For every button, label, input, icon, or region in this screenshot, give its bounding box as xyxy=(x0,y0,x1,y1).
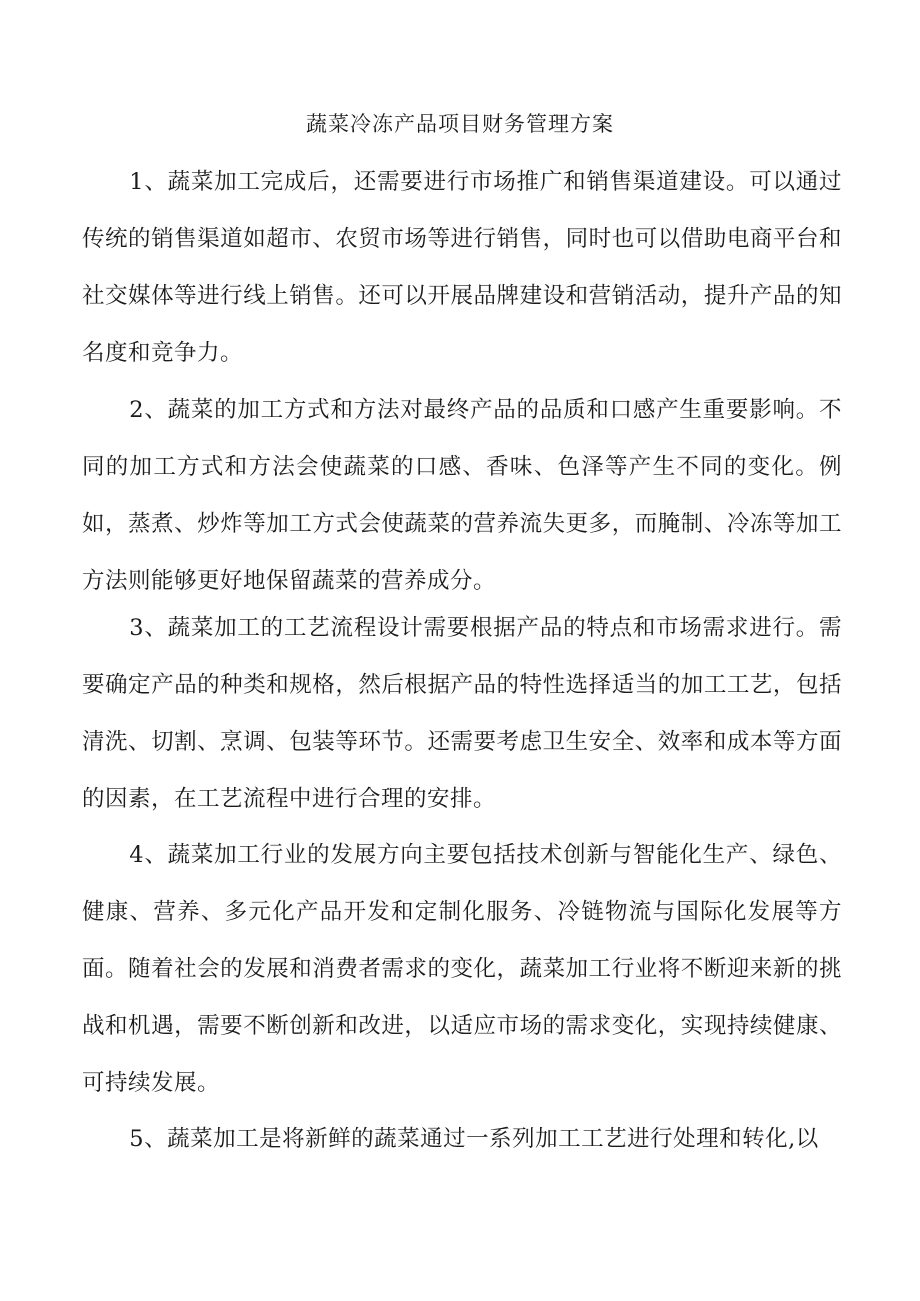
paragraph-1: 1、蔬菜加工完成后，还需要进行市场推广和销售渠道建设。可以通过传统的销售渠道如超市、农贸市场等进行销售，同时也可以借助电商平台和社交媒体等进行线上销售。还可以开展品牌建设和营销活动，提升产品的知名度和竞争力。 xyxy=(82,169,842,366)
paragraph-5: 5、蔬菜加工是将新鲜的蔬菜通过一系列加工工艺进行处理和转化,以 xyxy=(129,1126,819,1152)
paragraph-2: 2、蔬菜的加工方式和方法对最终产品的品质和口感产生重要影响。不同的加工方式和方法会使蔬菜的口感、香味、色泽等产生不同的变化。例如，蒸煮、炒炸等加工方式会使蔬菜的营养流失更多，而腌制、冷冻等加工方法则能够更好地保留蔬菜的营养成分。 xyxy=(82,397,842,594)
paragraph-4: 4、蔬菜加工行业的发展方向主要包括技术创新与智能化生产、绿色、健康、营养、多元化产品开发和定制化服务、冷链物流与国际化发展等方面。随着社会的发展和消费者需求的变化，蔬菜加工行业将不断迎来新的挑战和机遇，需要不断创新和改进，以适应市场的需求变化，实现持续健康、可持续发展。 xyxy=(82,842,842,1096)
document-title: 蔬菜冷冻产品项目财务管理方案 xyxy=(306,112,614,136)
paragraph-3: 3、蔬菜加工的工艺流程设计需要根据产品的特点和市场需求进行。需要确定产品的种类和规格，然后根据产品的特性选择适当的加工工艺，包括清洗、切割、烹调、包装等环节。还需要考虑卫生安全、效率和成本等方面的因素，在工艺流程中进行合理的安排。 xyxy=(82,615,842,812)
